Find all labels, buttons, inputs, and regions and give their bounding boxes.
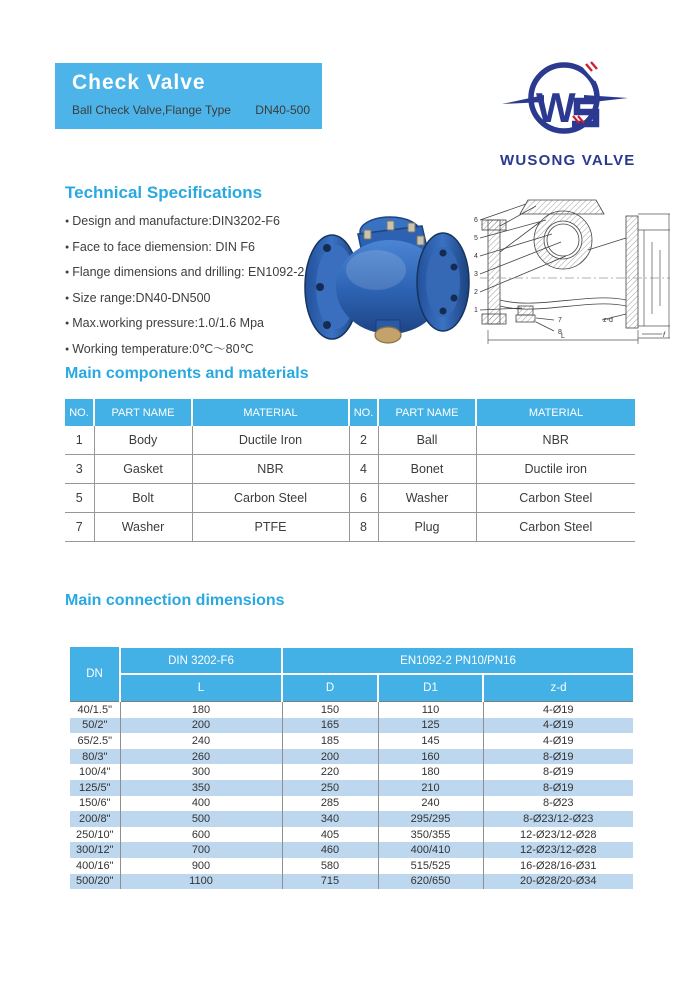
cell: 400: [120, 796, 282, 812]
cell: 1100: [120, 874, 282, 890]
cell: 40/1.5": [77, 703, 112, 716]
cell: Carbon Steel: [476, 513, 635, 542]
cell: 12-Ø23/12-Ø28: [483, 842, 633, 858]
drawing-part-label: 5: [474, 235, 478, 242]
cell: 8-Ø19: [483, 764, 633, 780]
table-row: [70, 718, 633, 734]
cell: 185: [282, 733, 378, 749]
valve-photo: [302, 192, 472, 347]
cell: 125: [378, 718, 483, 734]
product-subtitle: Ball Check Valve,Flange Type: [72, 103, 231, 117]
cell: 8: [349, 513, 378, 542]
drawing-dim-label: L: [561, 333, 565, 340]
spec-item: ● Face to face diemension: DIN F6: [65, 235, 305, 261]
cell: 515/525: [378, 858, 483, 874]
cell: 145: [378, 733, 483, 749]
table-row: [70, 874, 633, 890]
table-row: [70, 858, 633, 874]
cell: 125/5": [79, 781, 111, 794]
cell: 180: [378, 764, 483, 780]
header-banner: [55, 63, 322, 129]
cell: 150: [282, 702, 378, 718]
col-header: MATERIAL: [476, 399, 635, 426]
cell: Bonet: [378, 455, 476, 484]
table-row: [65, 426, 635, 455]
col-header: z-d: [483, 674, 633, 702]
cell: 12-Ø23/12-Ø28: [483, 827, 633, 843]
cell: 165: [282, 718, 378, 734]
brand-name: WUSONG VALVE: [500, 152, 636, 169]
cell: Plug: [378, 513, 476, 542]
cell: 100/4": [79, 766, 111, 779]
col-header-dn: DN: [70, 647, 120, 702]
cell: Body: [94, 426, 192, 455]
cell: 405: [282, 827, 378, 843]
cell: 150/6": [79, 797, 111, 810]
cell: 16-Ø28/16-Ø31: [483, 858, 633, 874]
table-row: [70, 749, 633, 765]
spec-item: ● Design and manufacture:DIN3202-F6: [65, 209, 305, 235]
cell: 260: [120, 749, 282, 765]
cell: 240: [378, 796, 483, 812]
cell: 240: [120, 733, 282, 749]
dimensions-header-row-2: [70, 674, 633, 702]
table-row: [70, 702, 633, 718]
drawing-part-label: 1: [474, 307, 478, 314]
dimensions-header-row-1: [70, 647, 633, 674]
table-row: [70, 827, 633, 843]
table-row: [65, 455, 635, 484]
table-row: [70, 764, 633, 780]
drawing-part-label: 4: [474, 253, 478, 260]
cell: Ductile Iron: [192, 426, 349, 455]
cell: 180: [120, 702, 282, 718]
cell: 250: [282, 780, 378, 796]
cell: 350: [120, 780, 282, 796]
col-header: L: [120, 674, 282, 702]
cell: 300/12": [75, 844, 114, 857]
col-header: MATERIAL: [192, 399, 349, 426]
col-header: PART NAME: [378, 399, 476, 426]
cell: Carbon Steel: [476, 484, 635, 513]
company-logo: [500, 52, 636, 169]
components-table: [65, 399, 635, 542]
cell: 65/2.5": [77, 734, 112, 747]
cell: 4-Ø19: [483, 718, 633, 734]
drawing-dim-label: f: [663, 332, 665, 339]
table-row: [65, 513, 635, 542]
spec-item: ● Max.working pressure:1.0/1.6 Mpa: [65, 311, 305, 337]
cell: 1: [65, 426, 94, 455]
table-row: [70, 842, 633, 858]
cell: 8-Ø23/12-Ø23: [483, 811, 633, 827]
cell: 715: [282, 874, 378, 890]
cell: 200: [282, 749, 378, 765]
section-title-components: Main components and materials: [65, 365, 309, 382]
cell: 400/16": [75, 859, 114, 872]
cell: 110: [378, 702, 483, 718]
cell: Washer: [94, 513, 192, 542]
cell: Gasket: [94, 455, 192, 484]
cell: 8-Ø23: [483, 796, 633, 812]
cell: 4-Ø19: [483, 702, 633, 718]
cell: 6: [349, 484, 378, 513]
cell: 600: [120, 827, 282, 843]
logo-letter-w: W: [536, 84, 576, 131]
spec-item: ● Flange dimensions and drilling: EN1092-2: [65, 260, 305, 286]
cell: 8-Ø19: [483, 780, 633, 796]
drawing-dim-label: z-d: [603, 317, 613, 324]
cell: Washer: [378, 484, 476, 513]
cell: 620/650: [378, 874, 483, 890]
cell: 4: [349, 455, 378, 484]
section-title-specs: Technical Specifications: [65, 183, 263, 202]
col-header: D: [282, 674, 378, 702]
drawing-part-label: 3: [474, 271, 478, 278]
section-title-dimensions: Main connection dimensions: [65, 592, 285, 609]
drawing-part-label: 2: [474, 289, 478, 296]
size-range: DN40-500: [255, 103, 310, 117]
cell: Ductile iron: [476, 455, 635, 484]
cell: 700: [120, 842, 282, 858]
cell: 50/2": [82, 719, 108, 732]
dimensions-table: [70, 646, 633, 889]
cell: 220: [282, 764, 378, 780]
cell: 400/410: [378, 842, 483, 858]
cell: 7: [65, 513, 94, 542]
cell: NBR: [476, 426, 635, 455]
cell: 80/3": [82, 750, 108, 763]
cell: 460: [282, 842, 378, 858]
cell: NBR: [192, 455, 349, 484]
cell: 5: [65, 484, 94, 513]
valve-drawing: [466, 190, 680, 350]
cell: 295/295: [378, 811, 483, 827]
cell: PTFE: [192, 513, 349, 542]
spec-item: ● Working temperature:0℃～80℃: [65, 337, 305, 363]
col-header-en: EN1092-2 PN10/PN16: [282, 647, 633, 674]
col-header: D1: [378, 674, 483, 702]
col-header: PART NAME: [94, 399, 192, 426]
cell: 210: [378, 780, 483, 796]
logo-mark-icon: [500, 52, 630, 144]
col-header: NO.: [65, 399, 94, 426]
cell: 500/20": [75, 875, 114, 888]
cell: 285: [282, 796, 378, 812]
cell: 4-Ø19: [483, 733, 633, 749]
cell: 20-Ø28/20-Ø34: [483, 874, 633, 890]
cell: 200: [120, 718, 282, 734]
cell: 900: [120, 858, 282, 874]
cell: 580: [282, 858, 378, 874]
cell: 3: [65, 455, 94, 484]
col-header: NO.: [349, 399, 378, 426]
table-row: [65, 484, 635, 513]
col-header-din: DIN 3202-F6: [120, 647, 282, 674]
cell: Carbon Steel: [192, 484, 349, 513]
product-title: Check Valve: [72, 71, 206, 94]
cell: 8-Ø19: [483, 749, 633, 765]
cell: Bolt: [94, 484, 192, 513]
spec-list: [65, 209, 305, 362]
components-header-row: [65, 399, 635, 426]
cell: 340: [282, 811, 378, 827]
drawing-part-label: 7: [558, 317, 562, 324]
cell: 300: [120, 764, 282, 780]
cell: 500: [120, 811, 282, 827]
cell: 350/355: [378, 827, 483, 843]
cell: 200/8": [79, 812, 111, 825]
cell: 160: [378, 749, 483, 765]
table-row: [70, 733, 633, 749]
table-row: [70, 811, 633, 827]
cell: 250/10": [75, 828, 114, 841]
table-row: [70, 796, 633, 812]
table-row: [70, 780, 633, 796]
drawing-part-label: 6: [474, 217, 478, 224]
spec-item: ● Size range:DN40-DN500: [65, 286, 305, 312]
cell: Ball: [378, 426, 476, 455]
cell: 2: [349, 426, 378, 455]
drawing-part-label: 8: [558, 329, 562, 336]
